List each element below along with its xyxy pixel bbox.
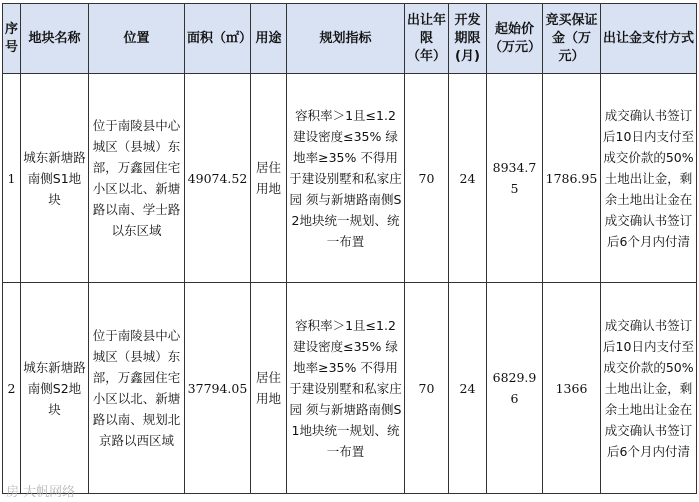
table-row — [3, 283, 697, 494]
cell-name: 城东新塘路南侧S2地块 — [21, 283, 89, 494]
cell-deposit: 1366 — [543, 283, 601, 494]
cell-seq: 2 — [3, 283, 21, 494]
header-seq: 序号 — [3, 4, 21, 74]
cell-start-price: 6829.96 — [487, 283, 543, 494]
cell-start-price: 8934.75 — [487, 74, 543, 283]
header-row — [3, 4, 697, 74]
cell-dev: 24 — [449, 74, 487, 283]
header-location: 位置 — [89, 4, 185, 74]
cell-use: 居住用地 — [251, 283, 287, 494]
cell-area: 49074.52 — [185, 74, 251, 283]
cell-term: 70 — [405, 283, 449, 494]
cell-dev: 24 — [449, 283, 487, 494]
header-planning: 规划指标 — [287, 4, 405, 74]
header-start-price: 起始价（万元） — [487, 4, 543, 74]
cell-use: 居住用地 — [251, 74, 287, 283]
cell-planning: 容积率＞1且≤1.2 建设密度≤35% 绿地率≥35% 不得用于建设别墅和私家庄园 须与新塘路南侧S1地块统一规划、统一布置 — [287, 283, 405, 494]
cell-deposit: 1786.95 — [543, 74, 601, 283]
cell-name: 城东新塘路南侧S1地块 — [21, 74, 89, 283]
cell-term: 70 — [405, 74, 449, 283]
watermark: 房 大帆网络 — [6, 485, 76, 500]
cell-location: 位于南陵县中心城区（县城）东部，万鑫园住宅小区以北、新塘路以南、规划北京路以西区域 — [89, 283, 185, 494]
land-auction-table — [2, 3, 697, 494]
header-area: 面积（㎡） — [185, 4, 251, 74]
cell-seq: 1 — [3, 74, 21, 283]
header-term: 出让年限（年） — [405, 4, 449, 74]
header-deposit: 竞买保证金（万元） — [543, 4, 601, 74]
header-use: 用途 — [251, 4, 287, 74]
cell-planning: 容积率＞1且≤1.2 建设密度≤35% 绿地率≥35% 不得用于建设别墅和私家庄园 须与新塘路南侧S2地块统一规划、统一布置 — [287, 74, 405, 283]
cell-location: 位于南陵县中心城区（县城）东部，万鑫园住宅小区以北、新塘路以南、学士路以东区域 — [89, 74, 185, 283]
table-row — [3, 74, 697, 283]
header-dev: 开发期限(月) — [449, 4, 487, 74]
header-name: 地块名称 — [21, 4, 89, 74]
cell-payment: 成交确认书签订后10日内支付至成交价款的50%土地出让金，剩余土地出让金在成交确认书签订后6个月内付清 — [601, 283, 697, 494]
header-payment: 出让金支付方式 — [601, 4, 697, 74]
cell-area: 37794.05 — [185, 283, 251, 494]
cell-payment: 成交确认书签订后10日内支付至成交价款的50%土地出让金，剩余土地出让金在成交确认书签订后6个月内付清 — [601, 74, 697, 283]
